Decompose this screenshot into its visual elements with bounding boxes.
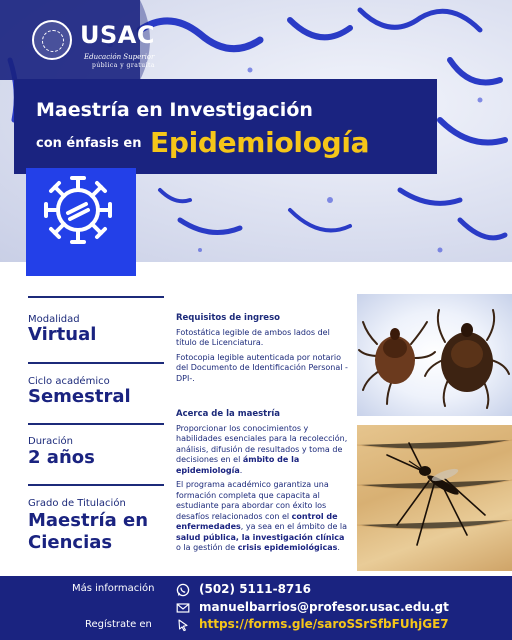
cycle-value: Semestral: [28, 386, 131, 407]
whatsapp-icon: [176, 583, 190, 597]
brand-name: USAC: [80, 21, 155, 49]
divider: [28, 296, 164, 298]
divider: [28, 423, 164, 425]
program-title: Maestría en Investigación: [36, 99, 313, 121]
duration-label: Duración: [28, 436, 74, 447]
modality-value: Virtual: [28, 324, 97, 345]
about-paragraph: Proporcionar los conocimientos y habilidades esenciales para la recolección, análisis, difusión de resultados y toma de decisiones en el ámbito de la epidemiología.: [176, 423, 348, 475]
requirement-item: Fotostática legible de ambos lados del título de Licenciatura.: [176, 327, 330, 347]
divider: [28, 484, 164, 486]
program-info: [176, 313, 348, 552]
email-link[interactable]: manuelbarrios@profesor.usac.edu.gt: [199, 600, 449, 614]
university-seal-icon: [32, 20, 72, 60]
mail-icon: [176, 601, 190, 615]
requirement-item: Fotocopia legible autenticada por notario del Documento de Identificación Personal -DPI-.: [176, 352, 348, 383]
program-subtitle: con énfasis en: [36, 136, 142, 151]
virus-icon: [26, 168, 136, 276]
duration-value: 2 años: [28, 447, 95, 468]
ticks-photo: [357, 294, 512, 416]
contact-footer: [0, 576, 512, 640]
brand-tagline: Educación Superior: [84, 53, 155, 61]
about-section: [176, 409, 348, 558]
register-label: Regístrate en: [85, 619, 152, 630]
virus-badge: [26, 168, 136, 276]
degree-label: Grado de Titulación: [28, 498, 126, 509]
cycle-label: Ciclo académico: [28, 376, 110, 387]
requirements-title: Requisitos de ingreso: [176, 313, 280, 323]
phone-number[interactable]: (502) 5111-8716: [199, 582, 311, 596]
brand-tagline-secondary: pública y gratuita: [92, 62, 155, 69]
about-title: Acerca de la maestría: [176, 409, 281, 419]
mosquito-photo: [357, 425, 512, 571]
about-paragraph: El programa académico garantiza una formación completa que capacita al estudiante para abordar con éxito los desafíos relacionados con el control de enfermedades, ya sea en el ámbito de la salud pública, la investigación clínica o la gestión de crisis epidemiológicas.: [176, 480, 348, 552]
cursor-icon: [176, 618, 190, 632]
modality-label: Modalidad: [28, 314, 80, 325]
degree-value: Maestría en Ciencias: [28, 510, 149, 553]
registration-link[interactable]: https://forms.gle/saroSSrSfbFUhjGE7: [199, 617, 449, 631]
usac-logo: [32, 20, 182, 70]
program-title-box: [14, 79, 437, 174]
more-info-label: Más información: [72, 583, 155, 594]
divider: [28, 362, 164, 364]
program-specialty: Epidemiología: [150, 126, 370, 159]
